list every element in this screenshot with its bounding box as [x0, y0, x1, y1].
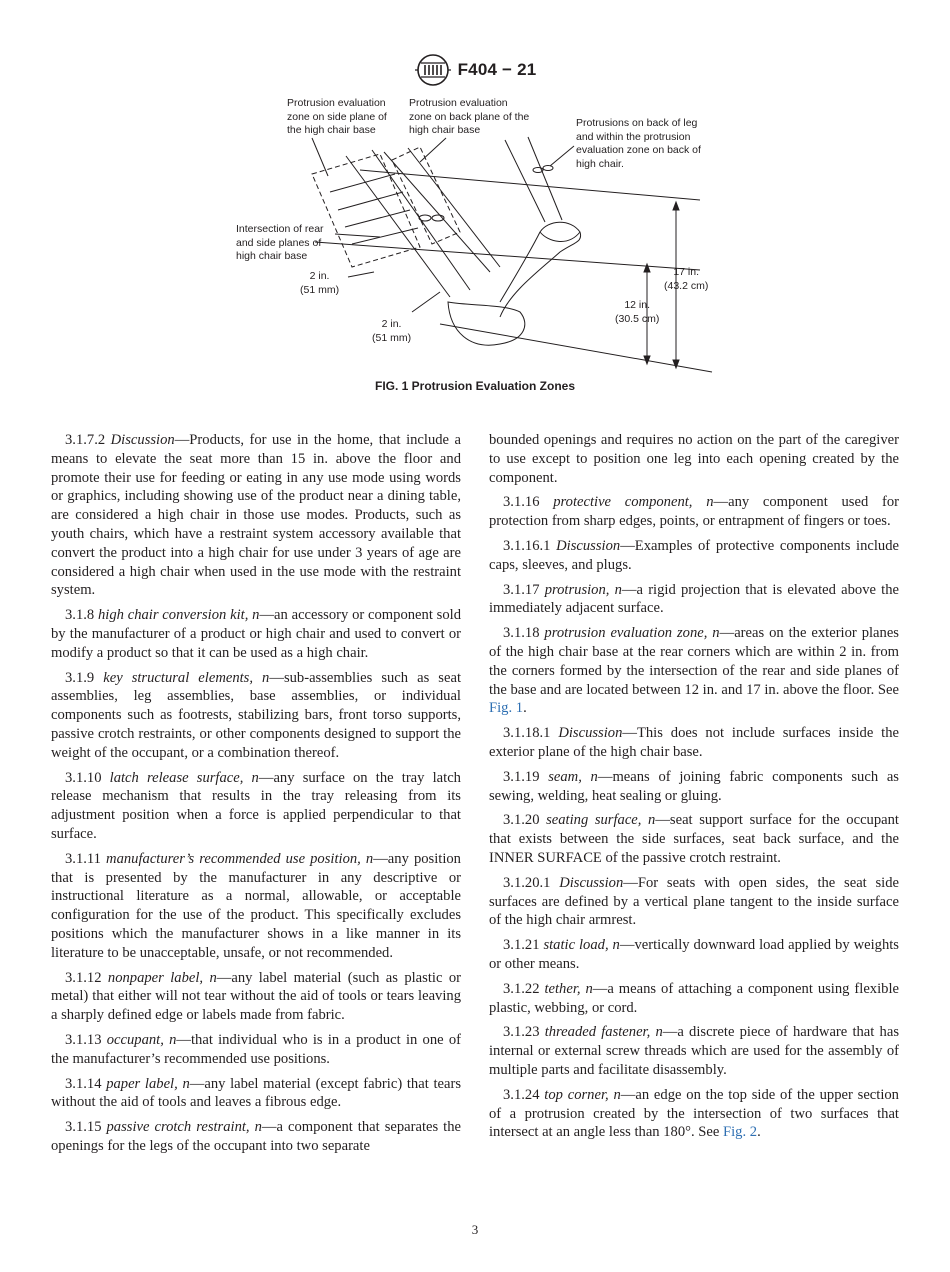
definition-paragraph: 3.1.12 nonpaper label, n—any label material (such as plastic or metal) that either will not tear without the aid of tools or tears leaving a sharply defined edge or labels made from fabric.: [51, 969, 461, 1024]
definition-paragraph: 3.1.7.2 Discussion—Products, for use in the home, that include a means to elevate the seat more than 15 in. above the floor and promote their use for feeding or eating in any use mode using words or graphics, including showing use of the product near a dining table, are considered a high chair in those use modes. Products, such as youth chairs, which have a restraint system accessory available that convert the product into a high chair for use under 3 years of age are considered a high chair when used in the use mode with the restraint system.: [51, 432, 461, 599]
fig-2-link[interactable]: Fig. 2: [723, 1124, 758, 1141]
page-number: 3: [471, 1222, 479, 1237]
label-dim-12in: 12 in. (30.5 cm): [615, 299, 660, 325]
label-dim-17in: 17 in. (43.2 cm): [664, 266, 709, 292]
label-dim-2in-b: 2 in. (51 mm): [372, 318, 412, 344]
definition-paragraph: 3.1.15 passive crotch restraint, n—a component that separates the openings for the legs of the occupant into two separate: [51, 1119, 462, 1154]
label-dim-2in-a: 2 in. (51 mm): [300, 270, 340, 296]
label-side-zone: Protrusion evaluation zone on side plane of the high chair base: [287, 97, 387, 136]
definition-paragraph: 3.1.20 seating surface, n—seat support surface for the occupant that exists between the side surfaces, seat back surface, and the INNER SURFACE of the passive crotch restraint.: [489, 812, 899, 866]
definition-paragraph: 3.1.11 manufacturer’s recommended use position, n—any position that is presented by the manufacturer in any descriptive or instructional literature as a normal, allowable, or acceptable configuration for the use of the product. This specifically excludes positions which the manufacturer shows in a like manner in its literature to be unacceptable, unsafe, or not recommended.: [51, 850, 461, 961]
definition-paragraph: 3.1.21 static load, n—vertically downward load applied by weights or other means.: [489, 937, 899, 972]
figure-caption: FIG. 1 Protrusion Evaluation Zones: [374, 379, 576, 393]
page-header: [0, 52, 950, 88]
definition-paragraph: 3.1.8 high chair conversion kit, n—an accessory or component sold by the manufacturer of a product or high chair and used to convert or modify a product so that it can be used as a high chair.: [51, 607, 461, 661]
label-back-leg-protrusions: Protrusions on back of leg and within the protrusion evaluation zone on back of high chair.: [576, 117, 701, 170]
left-column: [51, 431, 461, 1162]
definition-paragraph: 3.1.17 protrusion, n—a rigid projection that is elevated above the immediately adjacent surface.: [489, 581, 899, 617]
definition-paragraph: 3.1.18 protrusion evaluation zone, n—areas on the exterior planes of the high chair base at the rear corners which are within 2 in. from the corners formed by the intersection of the rear and side planes of the base and are located between 12 in. and 17 in. above the floor. See Fig. 1.: [489, 625, 899, 717]
label-intersection: Intersection of rear and side planes of high chair base: [236, 223, 324, 262]
definition-paragraph: 3.1.24 top corner, n—an edge on the top side of the upper section of a protrusion created by the intersection of two surfaces that intersect at an angle less than 180°. See Fig. 2.: [489, 1086, 899, 1141]
definition-paragraph: 3.1.22 tether, n—a means of attaching a component using flexible plastic, webbing, or cord.: [489, 980, 899, 1016]
figure-1: [0, 92, 950, 382]
label-back-zone: Protrusion evaluation zone on back plane of the high chair base: [409, 97, 530, 136]
definition-paragraph: 3.1.18.1 Discussion—This does not include surfaces inside the exterior plane of the high chair base.: [489, 725, 899, 760]
standard-designation: F404 − 21: [457, 60, 537, 79]
definition-paragraph: 3.1.16 protective component, n—any component used for protection from sharp edges, points, or entrapment of fingers or toes.: [489, 494, 899, 530]
definition-paragraph: 3.1.19 seam, n—means of joining fabric components such as sewing, welding, heat sealing or gluing.: [489, 768, 899, 804]
definition-paragraph: 3.1.10 latch release surface, n—any surface on the tray latch release mechanism that results in the tray releasing from its adjustment position when a force is applied perpendicular to that surface.: [51, 769, 461, 842]
right-column: [489, 431, 899, 1148]
definition-paragraph: 3.1.9 key structural elements, n—sub-assemblies such as seat assemblies, leg assemblies, base assemblies, or individual components such as footrests, stabilizing bars, front torso supports, passive crotch restraints, or other components designed to support the weight of the occupant, or a combination thereof.: [51, 669, 461, 761]
definition-paragraph: 3.1.14 paper label, n—any label material (except fabric) that tears without the aid of tools and leaves a fibrous edge.: [51, 1075, 461, 1111]
definition-paragraph: 3.1.23 threaded fastener, n—a discrete piece of hardware that has internal or external screw threads which are used for the assembly of multiple parts and facilitate disassembly.: [489, 1024, 899, 1078]
astm-logo: [414, 53, 452, 87]
continued-paragraph: bounded openings and requires no action on the part of the caregiver to use except to position one leg into each opening created by the component.: [489, 432, 899, 486]
fig-1-link[interactable]: Fig. 1: [489, 700, 524, 717]
definition-paragraph: 3.1.20.1 Discussion—For seats with open sides, the seat side surfaces are defined by a vertical plane tangent to the inside surface of the high chair armrest.: [489, 874, 899, 929]
definition-paragraph: 3.1.13 occupant, n—that individual who is in a product in one of the manufacturer’s recommended use positions.: [51, 1031, 461, 1067]
definition-paragraph: 3.1.16.1 Discussion—Examples of protective components include caps, sleeves, and plugs.: [489, 537, 900, 573]
